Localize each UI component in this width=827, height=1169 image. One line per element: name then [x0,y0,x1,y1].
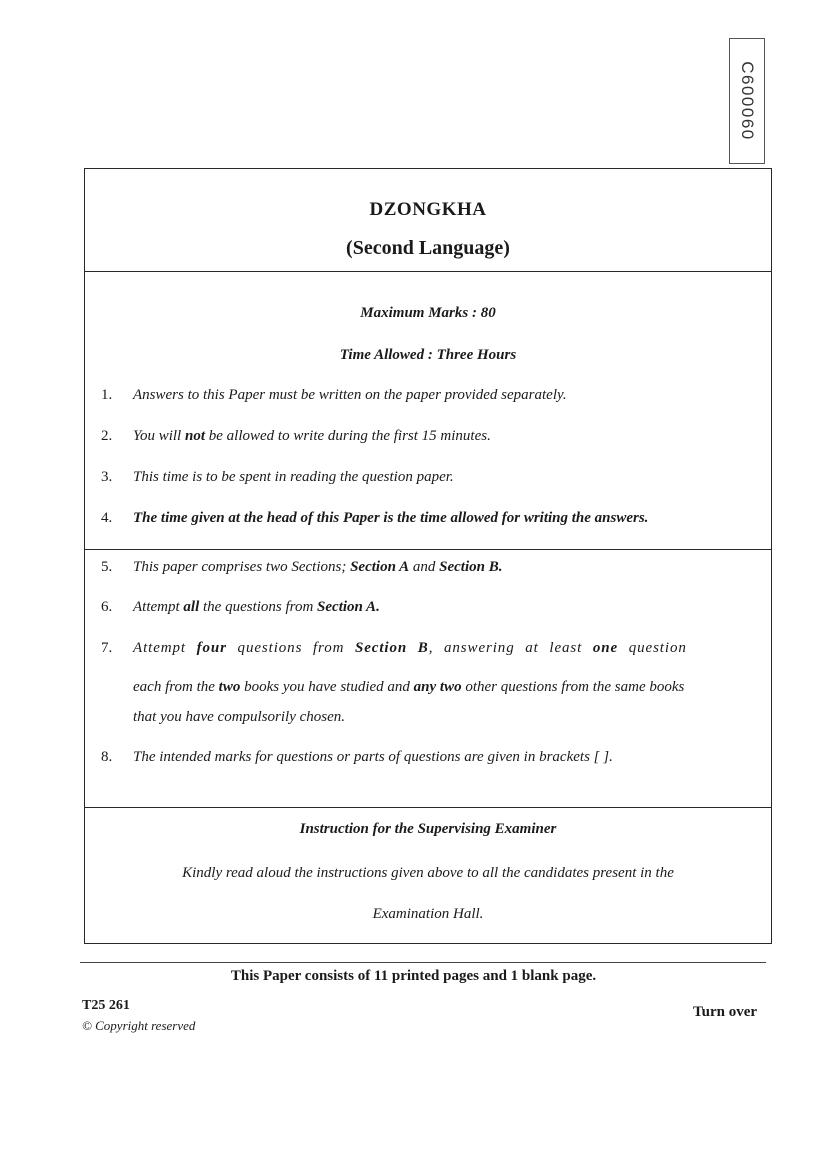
instruction-text-line-2: each from the two books you have studied and any two other questions from the same books [133,679,685,695]
paper-code-stamp-text: C600060 [738,61,758,141]
instruction-text: This time is to be spent in reading the question paper. [133,469,454,485]
instruction-number: 1. [101,387,113,403]
instruction-text: Attempt all the questions from Section A. [133,599,380,615]
instruction-number: 6. [101,599,113,615]
instructions-frame [84,168,772,944]
instruction-text: The time given at the head of this Paper is the time allowed for writing the answers. [133,510,649,526]
emphasis-not: not [184,428,205,444]
subject-title: DZONGKHA [369,199,487,220]
paper-code-stamp [729,38,765,164]
instruction-number: 7. [101,640,113,656]
instruction-number: 5. [101,559,113,575]
instruction-number: 8. [101,749,113,765]
supervisor-line-2: Examination Hall. [372,906,484,922]
instruction-number: 4. [101,510,113,526]
subject-subtitle: (Second Language) [346,237,510,259]
divider-header [85,271,771,272]
paper-code: T25 261 [82,998,130,1013]
instruction-text: You will not be allowed to write during the first 15 minutes. [133,428,491,444]
instruction-number: 2. [101,428,113,444]
time-allowed: Time Allowed : Three Hours [339,347,517,363]
instruction-text: This paper comprises two Sections; Section A and Section B. [133,559,503,575]
instruction-text: Answers to this Paper must be written on the paper provided separately. [133,387,567,403]
turn-over-label: Turn over [693,1004,758,1020]
instruction-text-line-1: Attempt four questions from Section B, answering at least one question [133,640,687,656]
instruction-text-line-3: that you have compulsorily chosen. [133,709,346,725]
supervisor-line-1: Kindly read aloud the instructions given above to all the candidates present in the [182,865,674,881]
maximum-marks: Maximum Marks : 80 [360,305,496,321]
instruction-text: The intended marks for questions or parts of questions are given in brackets [ ]. [133,749,613,765]
supervisor-heading: Instruction for the Supervising Examiner [299,821,557,837]
footer-divider [80,962,766,963]
instruction-number: 3. [101,469,113,485]
pages-info: This Paper consists of 11 printed pages and 1 blank page. [230,968,597,984]
divider-middle [85,549,771,550]
divider-supervisor [85,807,771,808]
copyright-notice: © Copyright reserved [82,1018,196,1033]
